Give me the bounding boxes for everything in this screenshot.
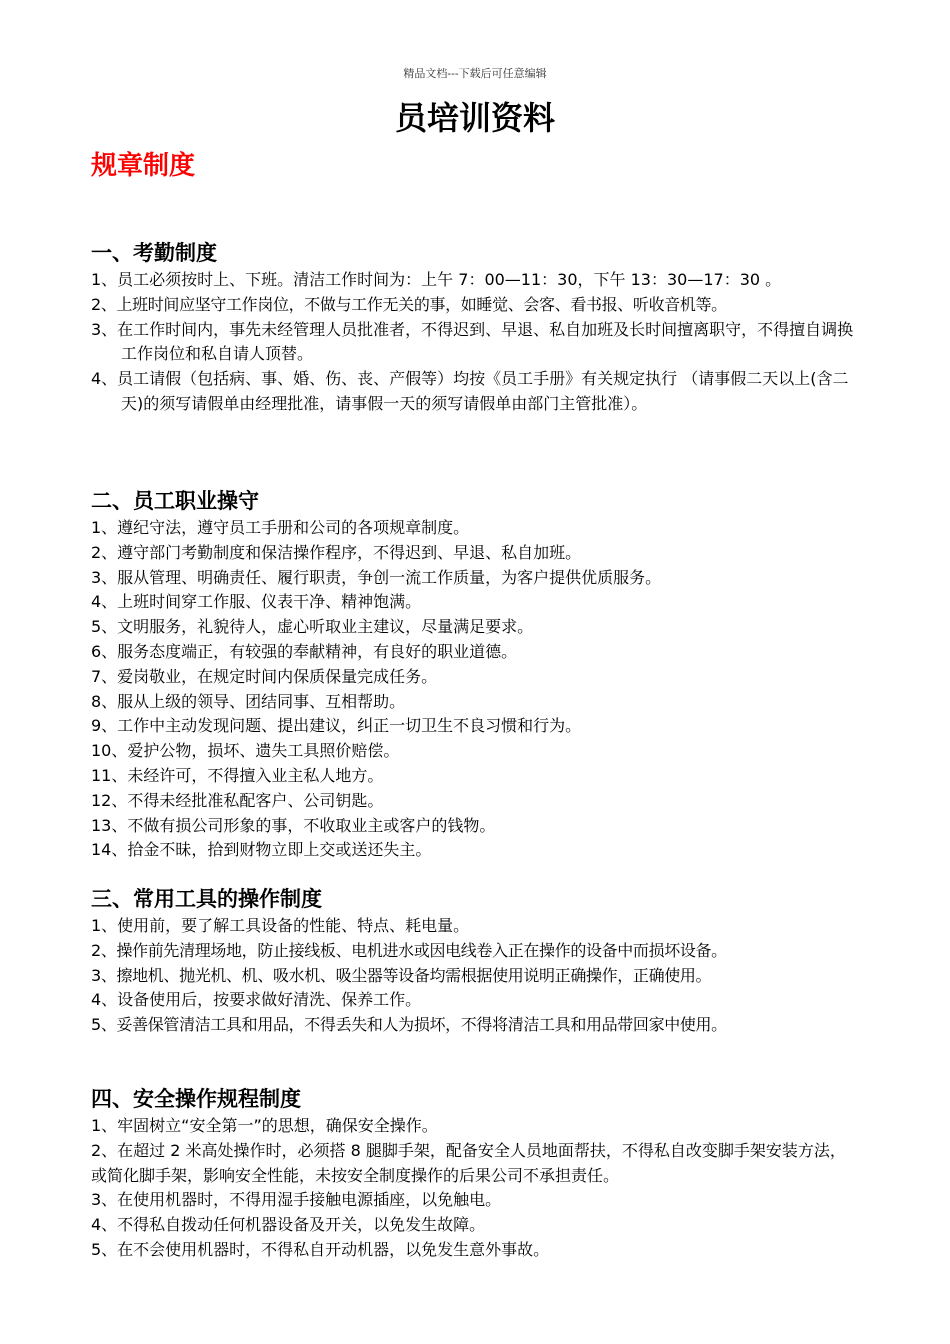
rule-item: 12、不得未经批准私配客户、公司钥匙。 [91, 790, 384, 810]
rule-item: 4、不得私自拨动任何机器设备及开关，以免发生故障。 [91, 1215, 486, 1235]
rule-list [91, 516, 861, 863]
rule-item: 7、爱岗敬业，在规定时间内保质保量完成任务。 [91, 666, 438, 686]
section-tool-operation [91, 884, 861, 1038]
main-heading: 规章制度 [91, 151, 196, 181]
rule-item: 9、工作中主动发现问题、提出建议，纠正一切卫生不良习惯和行为。 [91, 716, 582, 736]
rule-item: 3、擦地机、抛光机、机、吸水机、吸尘器等设备均需根据使用说明正确操作，正确使用。 [91, 965, 712, 985]
rule-list [91, 268, 861, 417]
rule-item: 5、在不会使用机器时，不得私自开动机器，以免发生意外事故。 [91, 1239, 550, 1259]
rule-item: 8、服从上级的领导、团结同事、互相帮助。 [91, 691, 406, 711]
rule-list [91, 1114, 861, 1263]
section-attendance [91, 238, 861, 417]
rule-item: 13、不做有损公司形象的事，不收取业主或客户的钱物。 [91, 815, 496, 835]
rule-item: 1、员工必须按时上、下班。清洁工作时间为：上午 7：00—11：30，下午 13：30—17：30 。 [91, 270, 782, 289]
rule-list [91, 914, 861, 1038]
rule-item: 2、上班时间应坚守工作岗位，不做与工作无关的事，如睡觉、会客、看书报、听收音机等。 [91, 294, 727, 314]
rule-item: 4、上班时间穿工作服、仪表干净、精神饱满。 [91, 592, 422, 612]
rule-item: 1、使用前，要了解工具设备的性能、特点、耗电量。 [91, 916, 470, 935]
section-safety-operation [91, 1084, 861, 1263]
rule-item: 2、遵守部门考勤制度和保洁操作程序，不得迟到、早退、私自加班。 [91, 542, 582, 562]
rule-item: 4、设备使用后，按要求做好清洗、保养工作。 [91, 990, 422, 1010]
section-heading: 二、员工职业操守 [91, 489, 259, 513]
rule-item: 10、爱护公物，损坏、遗失工具照价赔偿。 [91, 741, 400, 761]
section-heading: 四、安全操作规程制度 [91, 1087, 301, 1111]
header-watermark: 精品文档---下载后可任意编辑 [403, 67, 547, 80]
rule-item: 2、在超过 2 米高处操作时，必须搭 8 腿脚手架，配备安全人员地面帮扶，不得私自改变脚手架安装方法，或简化脚手架，影响安全性能，未按安全制度操作的后果公司不承担责任。 [91, 1140, 846, 1185]
rule-item: 14、拾金不昧，拾到财物立即上交或送还失主。 [91, 840, 432, 860]
rule-item: 3、服从管理、明确责任、履行职责，争创一流工作质量，为客户提供优质服务。 [91, 567, 662, 587]
section-heading: 一、考勤制度 [91, 241, 217, 265]
rule-item: 6、服务态度端正，有较强的奉献精神，有良好的职业道德。 [91, 641, 518, 661]
rule-item: 1、牢固树立“安全第一”的思想，确保安全操作。 [91, 1116, 438, 1135]
rule-item: 1、遵纪守法，遵守员工手册和公司的各项规章制度。 [91, 518, 470, 537]
document-title: 员培训资料 [394, 99, 555, 137]
rule-item: 11、未经许可，不得擅入业主私人地方。 [91, 765, 384, 785]
rule-item: 3、在工作时间内，事先未经管理人员批准者，不得迟到、早退、私自加班及长时间擅离职守，不得擅自调换工作岗位和私自请人顶替。 [91, 319, 854, 364]
rule-item: 5、文明服务，礼貌待人，虚心听取业主建议，尽量满足要求。 [91, 617, 534, 637]
section-heading: 三、常用工具的操作制度 [91, 887, 322, 911]
rule-item: 4、员工请假（包括病、事、婚、伤、丧、产假等）均按《员工手册》有关规定执行 （请事假二天以上(含二天)的须写请假单由经理批准，请事假一天的须写请假单由部门主管批准）。 [91, 369, 849, 413]
rule-item: 2、操作前先清理场地，防止接线板、电机进水或因电线卷入正在操作的设备中而损坏设备。 [91, 940, 727, 960]
section-professional-ethics [91, 486, 861, 863]
rule-item: 3、在使用机器时，不得用湿手接触电源插座，以免触电。 [91, 1190, 502, 1210]
rule-item: 5、妥善保管清洁工具和用品，不得丢失和人为损坏，不得将清洁工具和用品带回家中使用。 [91, 1015, 727, 1035]
